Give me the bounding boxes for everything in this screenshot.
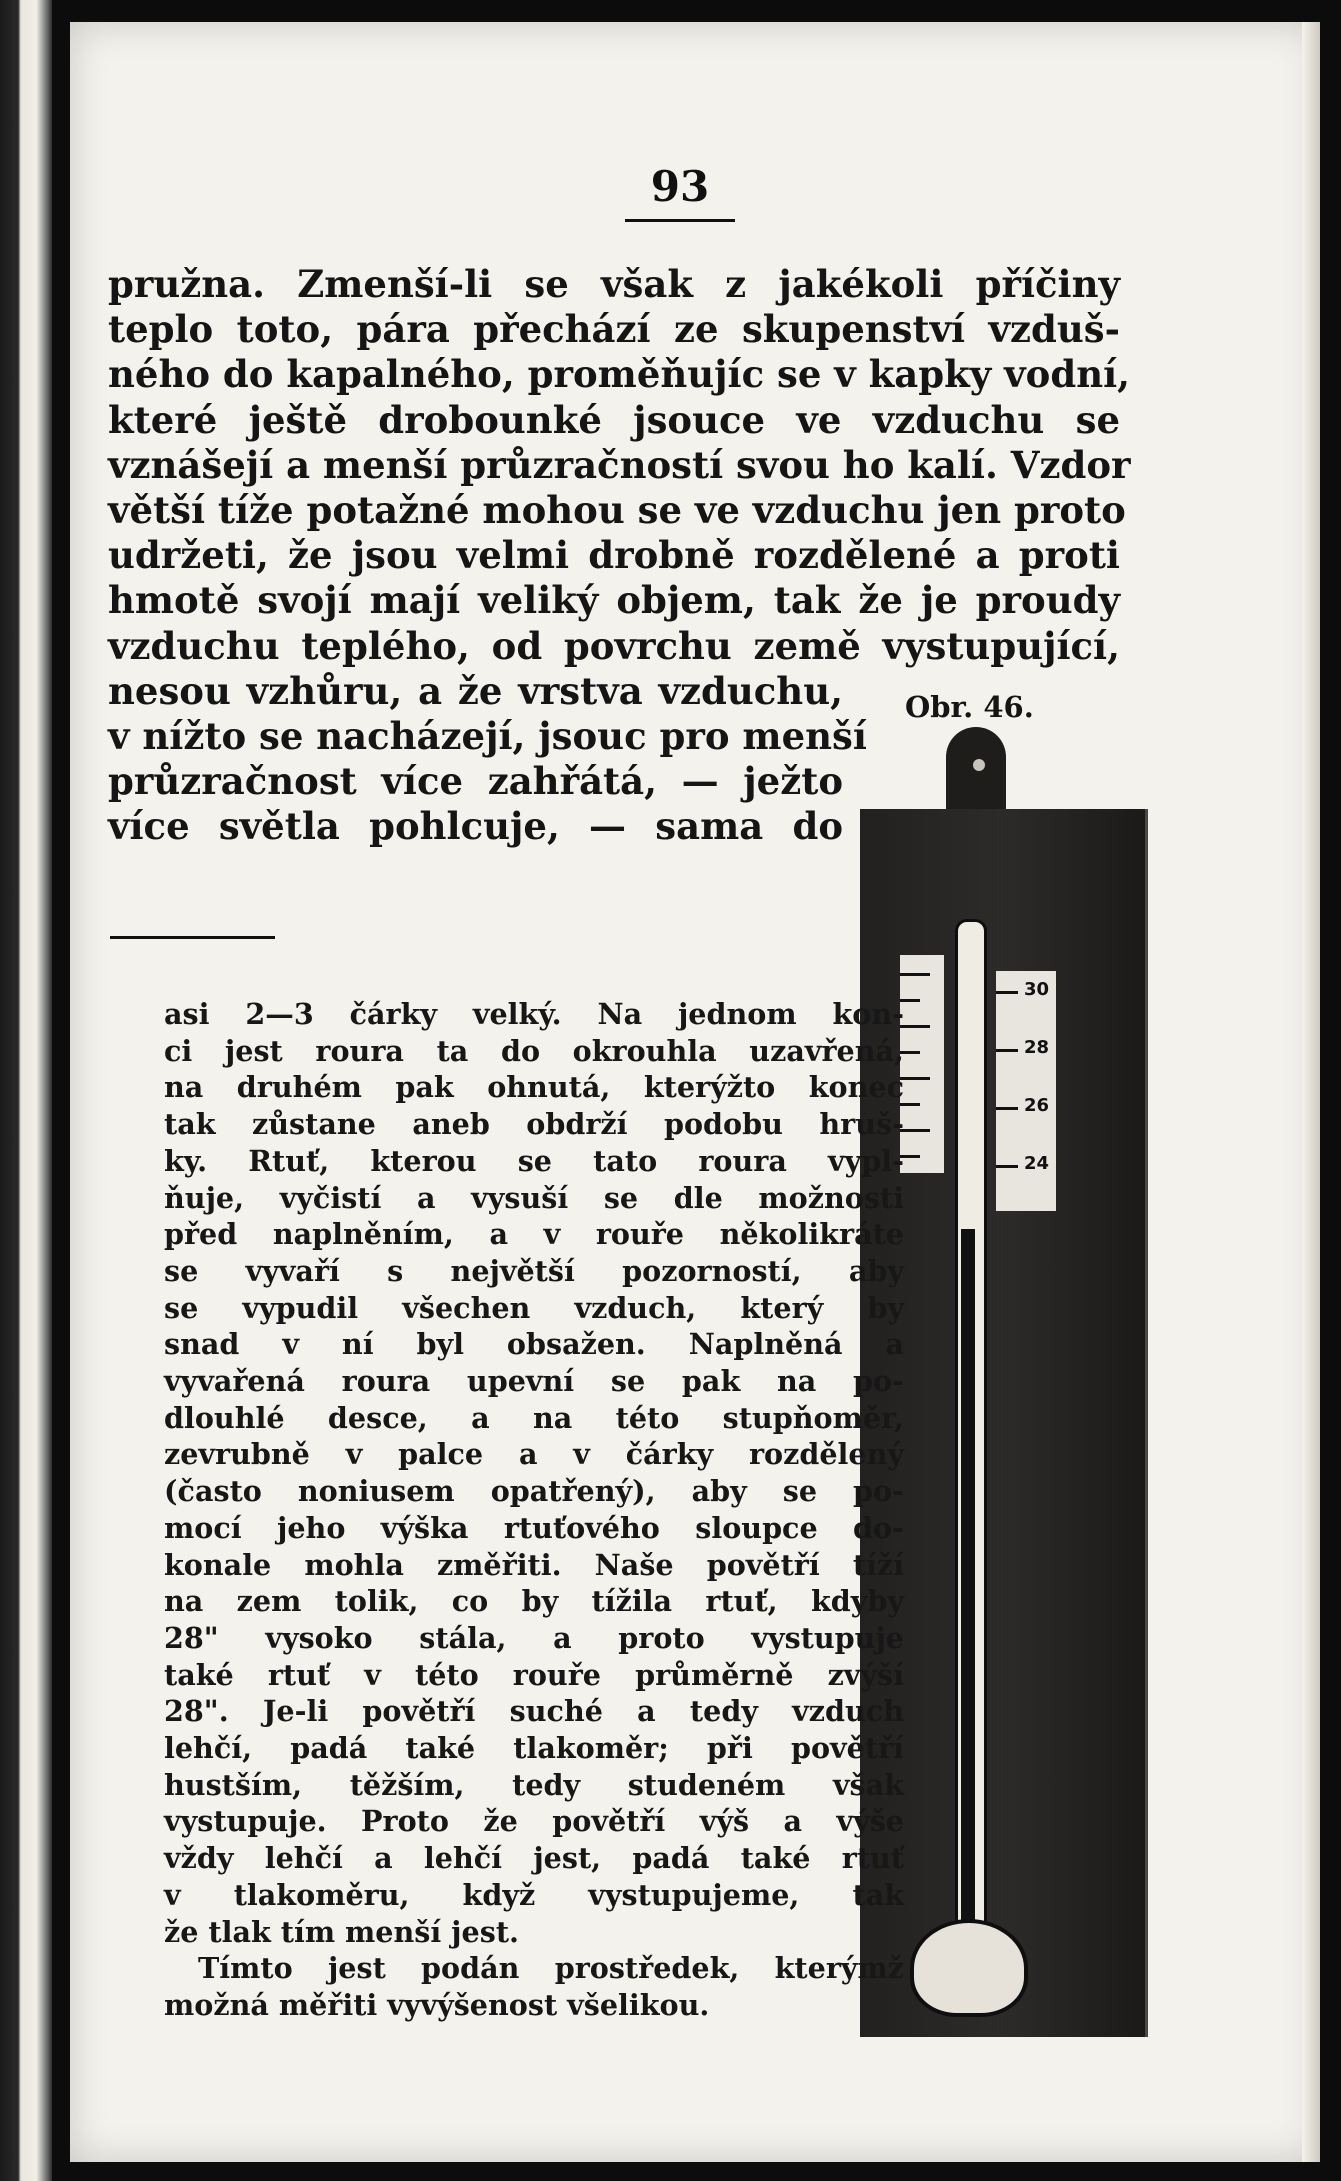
footnote-line: na zem tolik, co by tížila rtuť, kdyby — [164, 1584, 904, 1619]
barometer-scale-right — [996, 971, 1056, 1211]
barometer-scale-left — [900, 955, 944, 1173]
main-line: pružna. Zmenší-li se však z jakékoli příčiny — [108, 262, 1120, 306]
scale-label: 26 — [1024, 1095, 1050, 1116]
footnote-line: Tímto jest podán prostředek, kterýmž — [198, 1951, 904, 1986]
footnote-line: zevrubně v palce a v čárky rozdělený — [164, 1437, 904, 1472]
main-line: které ještě drobounké jsouce ve vzduchu se — [108, 397, 1120, 442]
footnote-line: dlouhlé desce, a na této stupňoměr, — [164, 1400, 904, 1435]
footnote-line: lehčí, padá také tlakoměr; při povětří — [164, 1731, 904, 1766]
book-page — [70, 22, 1320, 2162]
scale-tick — [900, 1129, 930, 1132]
main-line: nesou vzhůru, a že vrstva vzduchu, — [108, 668, 843, 713]
main-line: vzduchu teplého, od povrchu země vystupující, — [108, 623, 1120, 668]
main-line: průzračnost více zahřátá, — ježto — [108, 759, 843, 804]
footnote-line: hustším, těžším, tedy studeném však — [164, 1767, 904, 1802]
footnote-line: 28". Je-li povětří suché a tedy vzduch — [164, 1694, 904, 1729]
main-line: udržeti, že jsou velmi drobně rozdělené a proti — [108, 533, 1120, 578]
main-line: vznášejí a menší průzračností svou ho kalí. Vzdor — [108, 442, 1131, 487]
footnote-line: před naplněním, a v rouře několikráte — [164, 1217, 904, 1252]
footnote-line: vystupuje. Proto že povětří výš a výše — [164, 1804, 904, 1839]
scale-tick — [900, 973, 930, 976]
footnote-line: asi 2—3 čárky velký. Na jednom kon- — [164, 997, 904, 1031]
footnote-line: ci jest roura ta do okrouhla uzavřená, — [164, 1033, 904, 1068]
footnote-line: snad v ní byl obsažen. Naplněná a — [164, 1327, 904, 1362]
main-line: ného do kapalného, proměňujíc se v kapky vodní, — [108, 352, 1131, 397]
main-line: teplo toto, pára přechází ze skupenství vzduš- — [108, 307, 1120, 352]
page-edge-shadow — [1302, 22, 1320, 2162]
footnote-line: také rtuť v této rouře průměrně zvýší — [164, 1657, 904, 1692]
scale-tick — [900, 1025, 930, 1028]
page-number: 93 — [625, 162, 735, 222]
footnote-line: 28" vysoko stála, a proto vystupuje — [164, 1620, 904, 1655]
footnote-divider — [110, 936, 275, 939]
footnote-line: se vyvaří s největší pozorností, aby — [164, 1253, 904, 1288]
scale-tick — [996, 1107, 1018, 1110]
footnote-line: tak zůstane aneb obdrží podobu hruš- — [164, 1107, 904, 1142]
mercury-column — [961, 1229, 975, 1969]
footnote-line: ky. Rtuť, kterou se tato roura vypl- — [164, 1143, 904, 1178]
main-line: v nížto se nacházejí, jsouc pro menší — [108, 714, 867, 759]
figure-caption: Obr. 46. — [905, 690, 1034, 724]
footnote-line: vyvařená roura upevní se pak na po- — [164, 1364, 904, 1399]
scale-tick — [900, 1077, 930, 1080]
scale-tick — [996, 1049, 1018, 1052]
scale-tick — [996, 1165, 1018, 1168]
scale-tick — [996, 991, 1018, 994]
mercury-reservoir-bulb — [910, 1919, 1028, 2017]
barometer-hook-hole — [973, 759, 985, 771]
footnote-line: na druhém pak ohnutá, kterýžto konec — [164, 1070, 904, 1105]
footnote-line: ňuje, vyčistí a vysuší se dle možnosti — [164, 1180, 904, 1215]
scale-label: 28 — [1024, 1037, 1050, 1058]
main-line: větší tíže potažné mohou se ve vzduchu jen proto — [108, 488, 1126, 533]
footnote-line: že tlak tím menší jest. — [164, 1914, 519, 1949]
footnote-line: v tlakoměru, když vystupujeme, tak — [164, 1877, 904, 1912]
scale-label: 24 — [1024, 1153, 1050, 1174]
footnote-text — [164, 996, 904, 2024]
footnote-line: konale mohla změřiti. Naše povětří tíží — [164, 1547, 904, 1582]
adjacent-page-edge — [0, 0, 52, 2181]
footnote-line: (často noniusem opatřený), aby se po- — [164, 1474, 904, 1509]
main-line: více světla pohlcuje, — sama do — [108, 804, 843, 849]
footnote-line: mocí jeho výška rtuťového sloupce do- — [164, 1510, 904, 1545]
main-line: hmotě svojí mají veliký objem, tak že je proudy — [108, 578, 1120, 623]
scale-label: 30 — [1024, 979, 1050, 1000]
footnote-line: se vypudil všechen vzduch, který by — [164, 1290, 904, 1325]
footnote-line: vždy lehčí a lehčí jest, padá také rtuť — [164, 1841, 904, 1876]
footnote-line: možná měřiti vyvýšenost všelikou. — [164, 1987, 710, 2022]
